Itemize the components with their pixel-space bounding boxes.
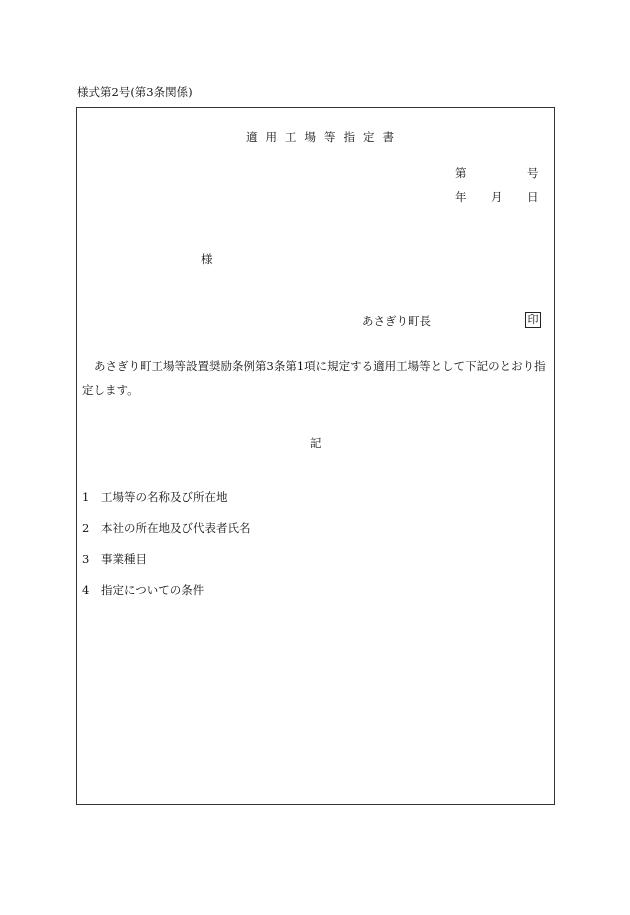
document-frame <box>76 107 555 805</box>
item-label: 事業種目 <box>101 552 147 566</box>
item-number: 1 <box>82 490 90 504</box>
document-title: 適用工場等指定書 <box>246 130 402 144</box>
date-day: 日 <box>527 190 539 204</box>
issuer-name: あさぎり町長 <box>362 314 431 328</box>
item-number: 2 <box>82 521 90 535</box>
list-item <box>82 551 147 567</box>
date-month: 月 <box>491 190 503 204</box>
list-item <box>82 489 228 505</box>
number-prefix: 第 <box>455 166 467 180</box>
ki-heading: 記 <box>310 436 322 450</box>
item-number: 4 <box>82 583 90 597</box>
item-number: 3 <box>82 552 90 566</box>
addressee-honorific: 様 <box>201 252 213 266</box>
item-label: 指定についての条件 <box>101 583 205 597</box>
seal-mark: 印 <box>525 312 541 328</box>
date-year: 年 <box>455 190 467 204</box>
body-text: あさぎり町工場等設置奨励条例第3条第1項に規定する適用工場等として下記のとおり指定します。 <box>82 359 546 397</box>
item-label: 工場等の名称及び所在地 <box>101 490 228 504</box>
number-suffix: 号 <box>527 166 539 180</box>
list-item <box>82 582 204 598</box>
list-item <box>82 520 251 536</box>
form-number-label: 様式第2号(第3条関係) <box>77 85 193 99</box>
item-label: 本社の所在地及び代表者氏名 <box>101 521 251 535</box>
